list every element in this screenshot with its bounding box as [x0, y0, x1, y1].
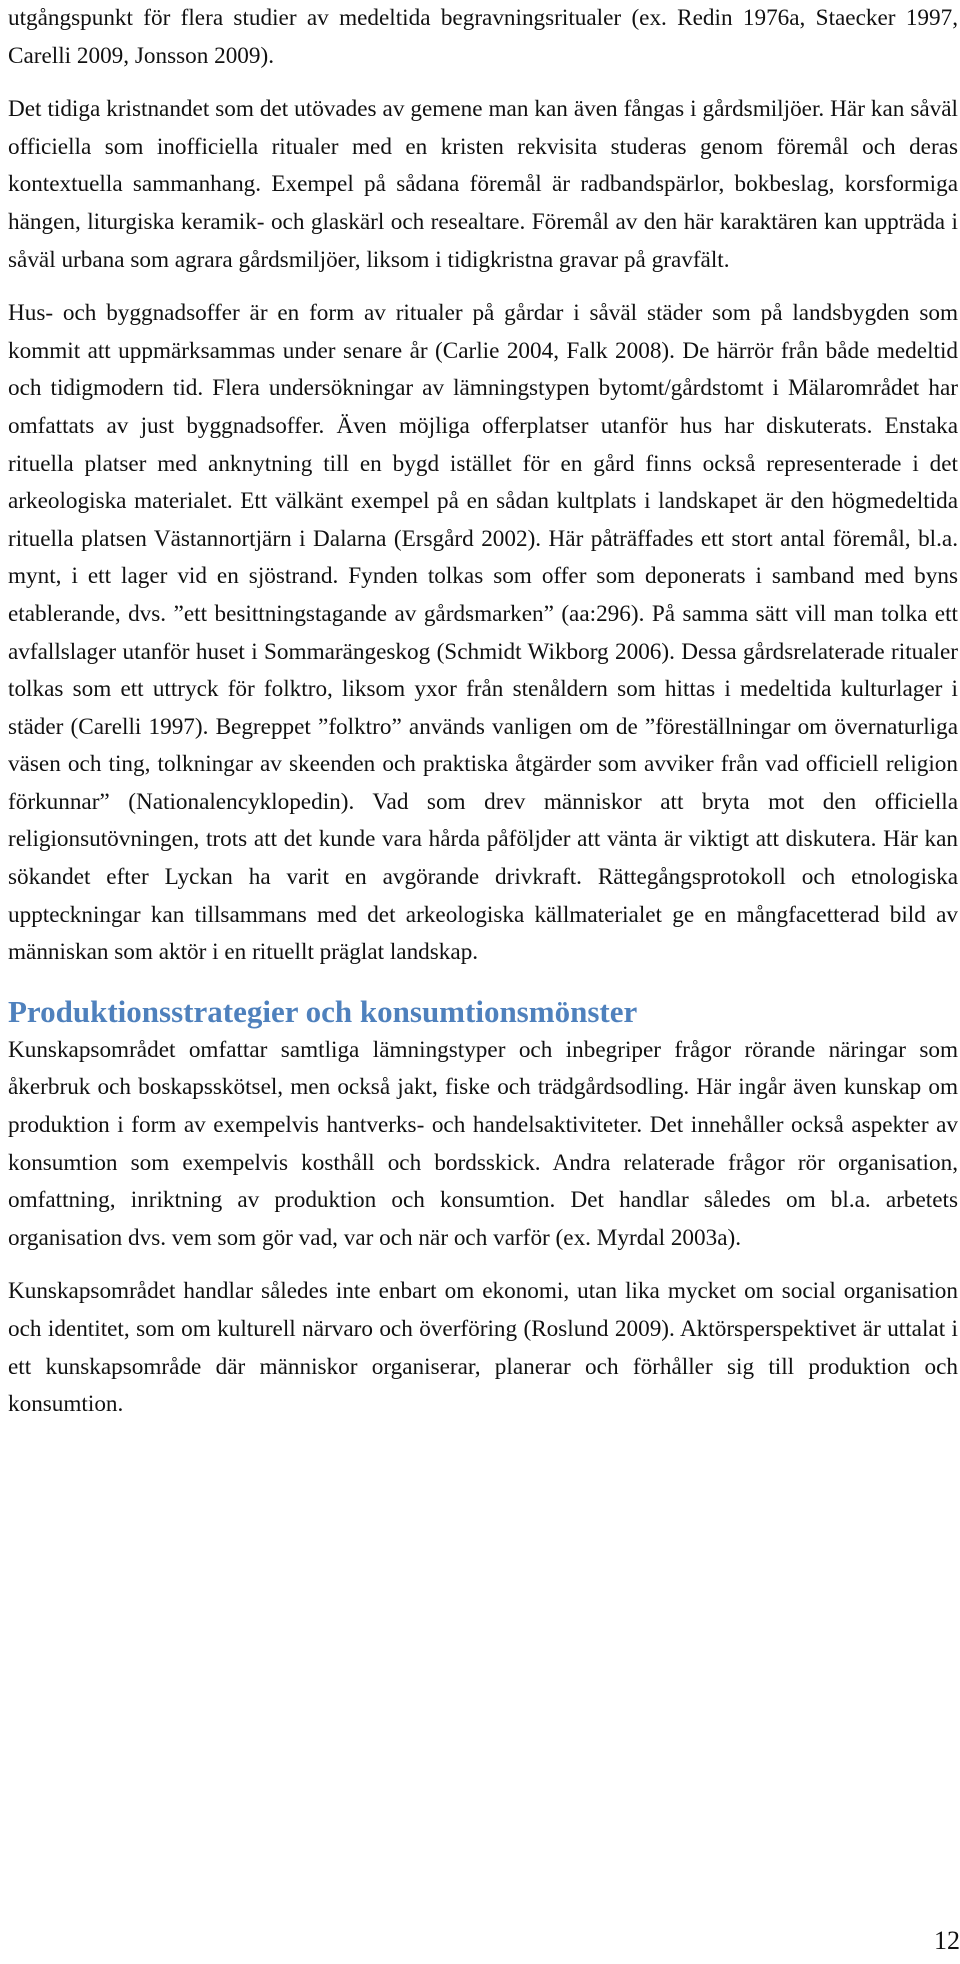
paragraph-gap	[8, 279, 958, 295]
section-heading: Produktionsstrategier och konsumtionsmönster	[8, 993, 638, 1029]
paragraph-intro-continuation: utgångspunkt för flera studier av medeltida begravningsritualer (ex. Redin 1976a, Staecker 1997, Carelli 2009, Jonsson 2009).	[8, 5, 958, 69]
document-page	[8, 0, 958, 1424]
paragraph-economy-identity: Kunskapsområdet handlar således inte enbart om ekonomi, utan lika mycket om social organisation och identitet, som om kulturell närvaro och överföring (Roslund 2009). Aktörsperspektivet är uttalat i ett kunskapsområde där människor organiserar, planerar och förhåller sig till produktion och konsumtion.	[8, 1278, 958, 1418]
paragraph-gap	[8, 1257, 958, 1273]
paragraph-early-christianization: Det tidiga kristnandet som det utövades av gemene man kan även fångas i gårdsmiljöer. Här kan såväl officiella som inofficiella ritualer med en kristen rekvisita studeras genom föremål och deras kontextuella sammanhang. Exempel på sådana föremål är radbandspärlor, bokbeslag, korsformiga hängen, liturgiska keramik- och glaskärl och resealtare. Föremål av den här karaktären kan uppträda i såväl urbana som agrara gårdsmiljöer, liksom i tidigkristna gravar på gravfält.	[8, 96, 958, 273]
page-number: 12	[934, 1926, 960, 1955]
paragraph-gap	[8, 75, 958, 91]
paragraph-knowledge-area: Kunskapsområdet omfattar samtliga lämningstyper och inbegriper frågor rörande näringar som åkerbruk och boskapsskötsel, men också jakt, fiske och trädgårdsodling. Här ingår även kunskap om produktion i form av exempelvis hantverks- och handelsaktiviteter. Det innehåller också aspekter av konsumtion som exempelvis kosthåll och bordsskick. Andra relaterade frågor rör organisation, omfattning, inriktning av produktion och konsumtion. Det handlar således om bl.a. arbetets organisation dvs. vem som gör vad, var och när och varför (ex. Myrdal 2003a).	[8, 1036, 958, 1251]
paragraph-building-sacrifices: Hus- och byggnadsoffer är en form av ritualer på gårdar i såväl städer som på landsbygden som kommit att uppmärksammas under senare år (Carlie 2004, Falk 2008). De härrör från både medeltid och tidigmodern tid. Flera undersökningar av lämningstypen bytomt/gårdstomt i Mälarområdet har omfattats av just byggnadsoffer. Även möjliga offerplatser utanför hus har diskuterats. Enstaka rituella platser med anknytning till en bygd istället för en gård finns också representerade i det arkeologiska materialet. Ett välkänt exempel på en sådan kultplats i landskapet är den högmedeltida rituella platsen Västannortjärn i Dalarna (Ersgård 2002). Här påträffades ett stort antal föremål, bl.a. mynt, i ett lager vid en sjöstrand. Fynden tolkas som offer som deponerats i samband med byns etablerande, dvs. ”ett besittningstagande av gårdsmarken” (aa:296). På samma sätt vill man tolka ett avfallslager utanför huset i Sommarängeskog (Schmidt Wikborg 2006). Dessa gårdsrelaterade ritualer tolkas som ett uttryck för folktro, liksom yxor från stenåldern som hittas i medeltida kulturlager i städer (Carelli 1997). Begreppet ”folktro” används vanligen om de ”föreställningar om övernaturliga väsen och ting, tolkningar av skeenden och praktiska åtgärder som avviker från vad officiell religion förkunnar” (Nationalencyklopedin). Vad som drev människor att bryta mot den officiella religionsutövningen, trots att det kunde vara hårda påföljder att vänta är viktigt att diskutera. Här kan sökandet efter Lyckan ha varit en avgörande drivkraft. Rättegångsprotokoll och etnologiska uppteckningar kan tillsammans med det arkeologiska källmaterialet ge en mångfacetterad bild av människan som aktör i en rituellt präglat landskap.	[8, 300, 958, 966]
